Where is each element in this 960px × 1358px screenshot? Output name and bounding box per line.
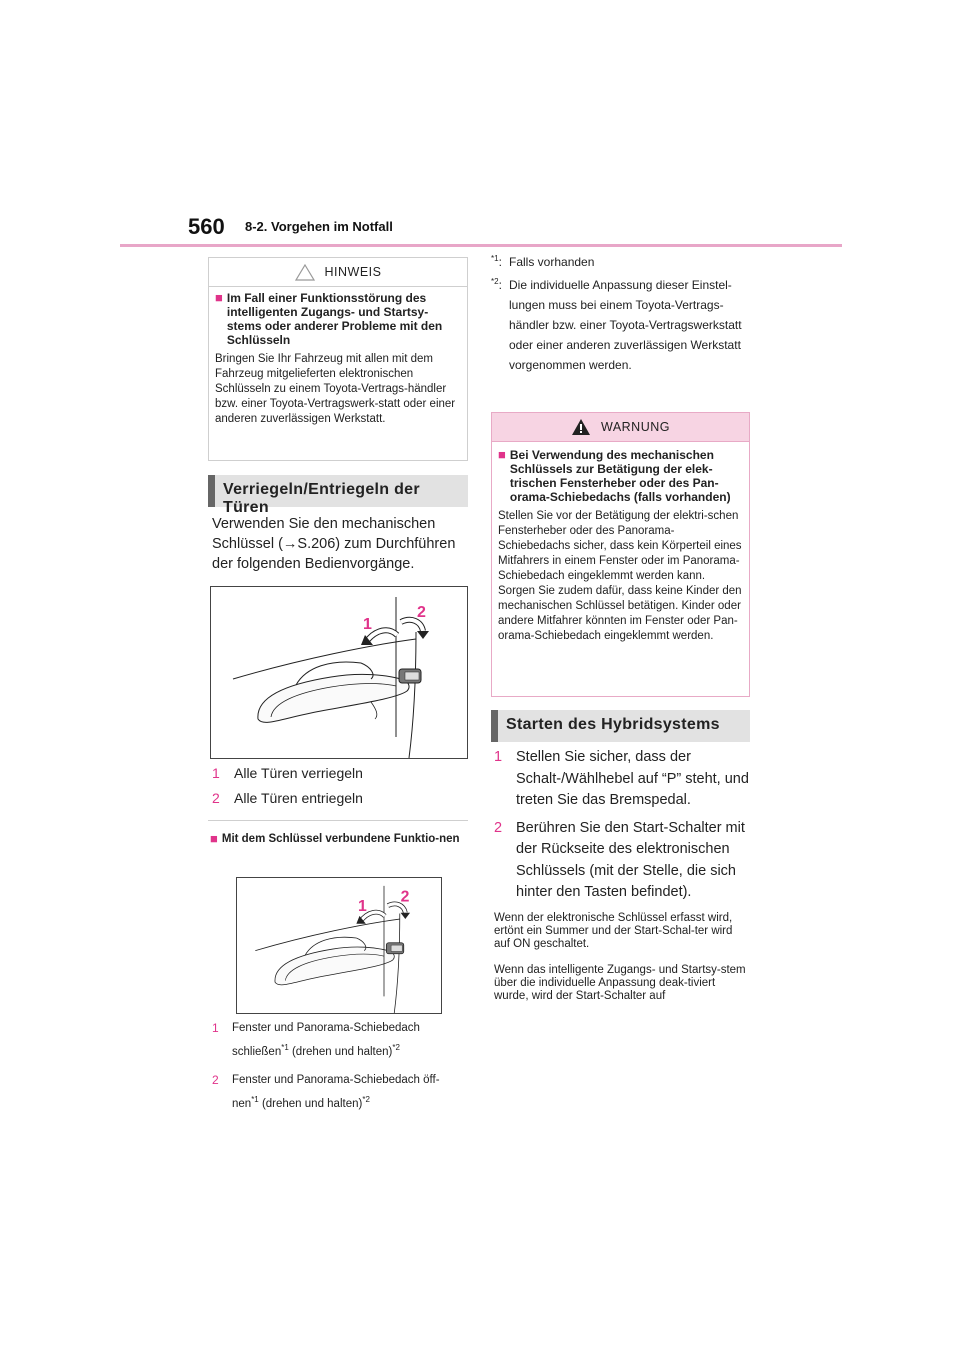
lock-steps xyxy=(212,763,468,808)
hinweis-header xyxy=(209,258,467,287)
step-number: 1 xyxy=(494,749,503,765)
start-note-2: Wenn das intelligente Zugangs- und Startsy-stem über die individuelle Anpassung deak-tiviert wurde, wird der Start-Schalter auf xyxy=(494,964,746,1002)
figure-2-label-1: 1 xyxy=(357,898,367,916)
list-item xyxy=(212,1016,468,1064)
hinweis-heading: Im Fall einer Funktionsstörung des intelligenten Zugangs- und Startsy-stems oder anderer Probleme mit den Schlüsseln xyxy=(226,291,443,347)
footnote xyxy=(491,252,749,272)
square-bullet-icon: ■ xyxy=(215,290,223,305)
square-bullet-icon: ■ xyxy=(210,831,218,846)
section-start-title: Starten des Hybridsystems xyxy=(491,710,750,742)
divider xyxy=(208,820,468,821)
warnung-header xyxy=(492,413,749,442)
footnote-text: Die individuelle Anpassung dieser Einstel-lungen muss bei einem Toyota-Vertrags-händler bzw. einer Toyota-Vertragswerkstatt oder einer anderen zuverlässigen Werkstatt vorgenommen werden. xyxy=(509,278,742,372)
key-functions-heading: Mit dem Schlüssel verbundene Funktio-nen xyxy=(221,833,460,845)
door-handle-figure-1 xyxy=(210,586,468,759)
door-handle-illustration xyxy=(211,587,467,758)
chapter-title: 8-2. Vorgehen im Notfall xyxy=(245,219,393,234)
list-item xyxy=(212,763,468,783)
step-number: 2 xyxy=(494,819,503,836)
step-number: 2 xyxy=(212,790,220,806)
list-item xyxy=(494,818,750,904)
start-steps xyxy=(494,747,750,904)
page-number: 560 xyxy=(188,214,225,239)
list-item xyxy=(494,747,750,812)
warning-icon xyxy=(571,418,591,436)
key-functions-heading-row xyxy=(210,832,468,846)
figure-1-label-1: 1 xyxy=(363,616,372,633)
key-function-steps xyxy=(212,1016,468,1116)
list-item xyxy=(212,1068,468,1116)
figure-1-label-2: 2 xyxy=(417,604,426,621)
hinweis-text: Bringen Sie Ihr Fahrzeug mit allen mit dem Fahrzeug mitgelieferten elektronischen Schlüsseln zu einem Toyota-Vertrags-händler bzw. einer Toyota-Vertragswerk-statt oder einer anderen zuverlässigen Werkstatt. xyxy=(215,353,456,425)
door-handle-illustration xyxy=(237,878,441,1013)
hinweis-title: HINWEIS xyxy=(324,265,382,279)
step-number: 1 xyxy=(212,765,220,781)
warnung-heading-row xyxy=(492,442,749,504)
caution-icon xyxy=(295,264,315,281)
hinweis-heading-row xyxy=(209,287,467,347)
step-number: 2 xyxy=(212,1073,219,1087)
footnote-mark: $^{*1}$: xyxy=(491,254,502,269)
footnotes xyxy=(491,252,749,375)
step-number: 1 xyxy=(212,1021,219,1035)
footnote-mark: $^{*2}$: xyxy=(491,277,502,292)
header-rule xyxy=(120,244,842,247)
step-text: Stellen Sie sicher, dass der Schalt-/Wählhebel auf “P” steht, und treten Sie das Bremspedal. xyxy=(516,749,749,808)
figure-2-label-2: 2 xyxy=(400,888,410,906)
door-handle-figure-2 xyxy=(236,877,442,1014)
step-text: Alle Türen entriegeln xyxy=(234,790,363,806)
footnote xyxy=(491,275,749,375)
step-text: Fenster und Panorama-Schiebedach öff- nen$^{*1}$ (drehen und halten)$^{*2}$ xyxy=(232,1074,440,1110)
square-bullet-icon: ■ xyxy=(498,447,506,462)
warnung-title: WARNUNG xyxy=(600,420,670,434)
section-lock-intro: Verwenden Sie den mechanischen Schlüssel (→S.206) zum Durchführen der folgenden Bedienvorgänge. xyxy=(212,516,456,572)
list-item xyxy=(212,788,468,808)
hinweis-box xyxy=(208,257,468,461)
step-text: Alle Türen verriegeln xyxy=(234,765,363,781)
step-text: Berühren Sie den Start-Schalter mit der Rückseite des elektronischen Schlüssels (mit der Stelle, die sich hinter den Tasten befindet). xyxy=(516,819,745,900)
warnung-heading: Bei Verwendung des mechanischen Schlüssels zur Betätigung der elek-trischen Fensterheber oder des Pan-orama-Schiebedachs (falls vorhanden) xyxy=(509,448,731,504)
warnung-text: Stellen Sie vor der Betätigung der elektri-schen Fensterheber oder des Panorama-Schiebedachs sicher, dass kein Körperteil eines Mitfahrers in einem Fenster oder im Panorama-Schiebedach eingeklemmt werden kann. Sorgen Sie zudem dafür, dass keine Kinder den mechanischen Schlüssel betätigen. Kinder oder andere Mitfahrer könnten im Fenster oder Pan-orama-Schiebedach eingeklemmt werden. xyxy=(498,510,742,642)
start-note-1: Wenn der elektronische Schlüssel erfasst wird, ertönt ein Summer und der Start-Schal-ter wird auf ON geschaltet. xyxy=(494,912,733,950)
step-text: Fenster und Panorama-Schiebedach schließen$^{*1}$ (drehen und halten)$^{*2}$ xyxy=(232,1022,420,1058)
footnote-text: Falls vorhanden xyxy=(509,255,595,269)
section-lock-title: Verriegeln/Entriegeln der Türen xyxy=(208,475,468,507)
warnung-box xyxy=(491,412,750,697)
